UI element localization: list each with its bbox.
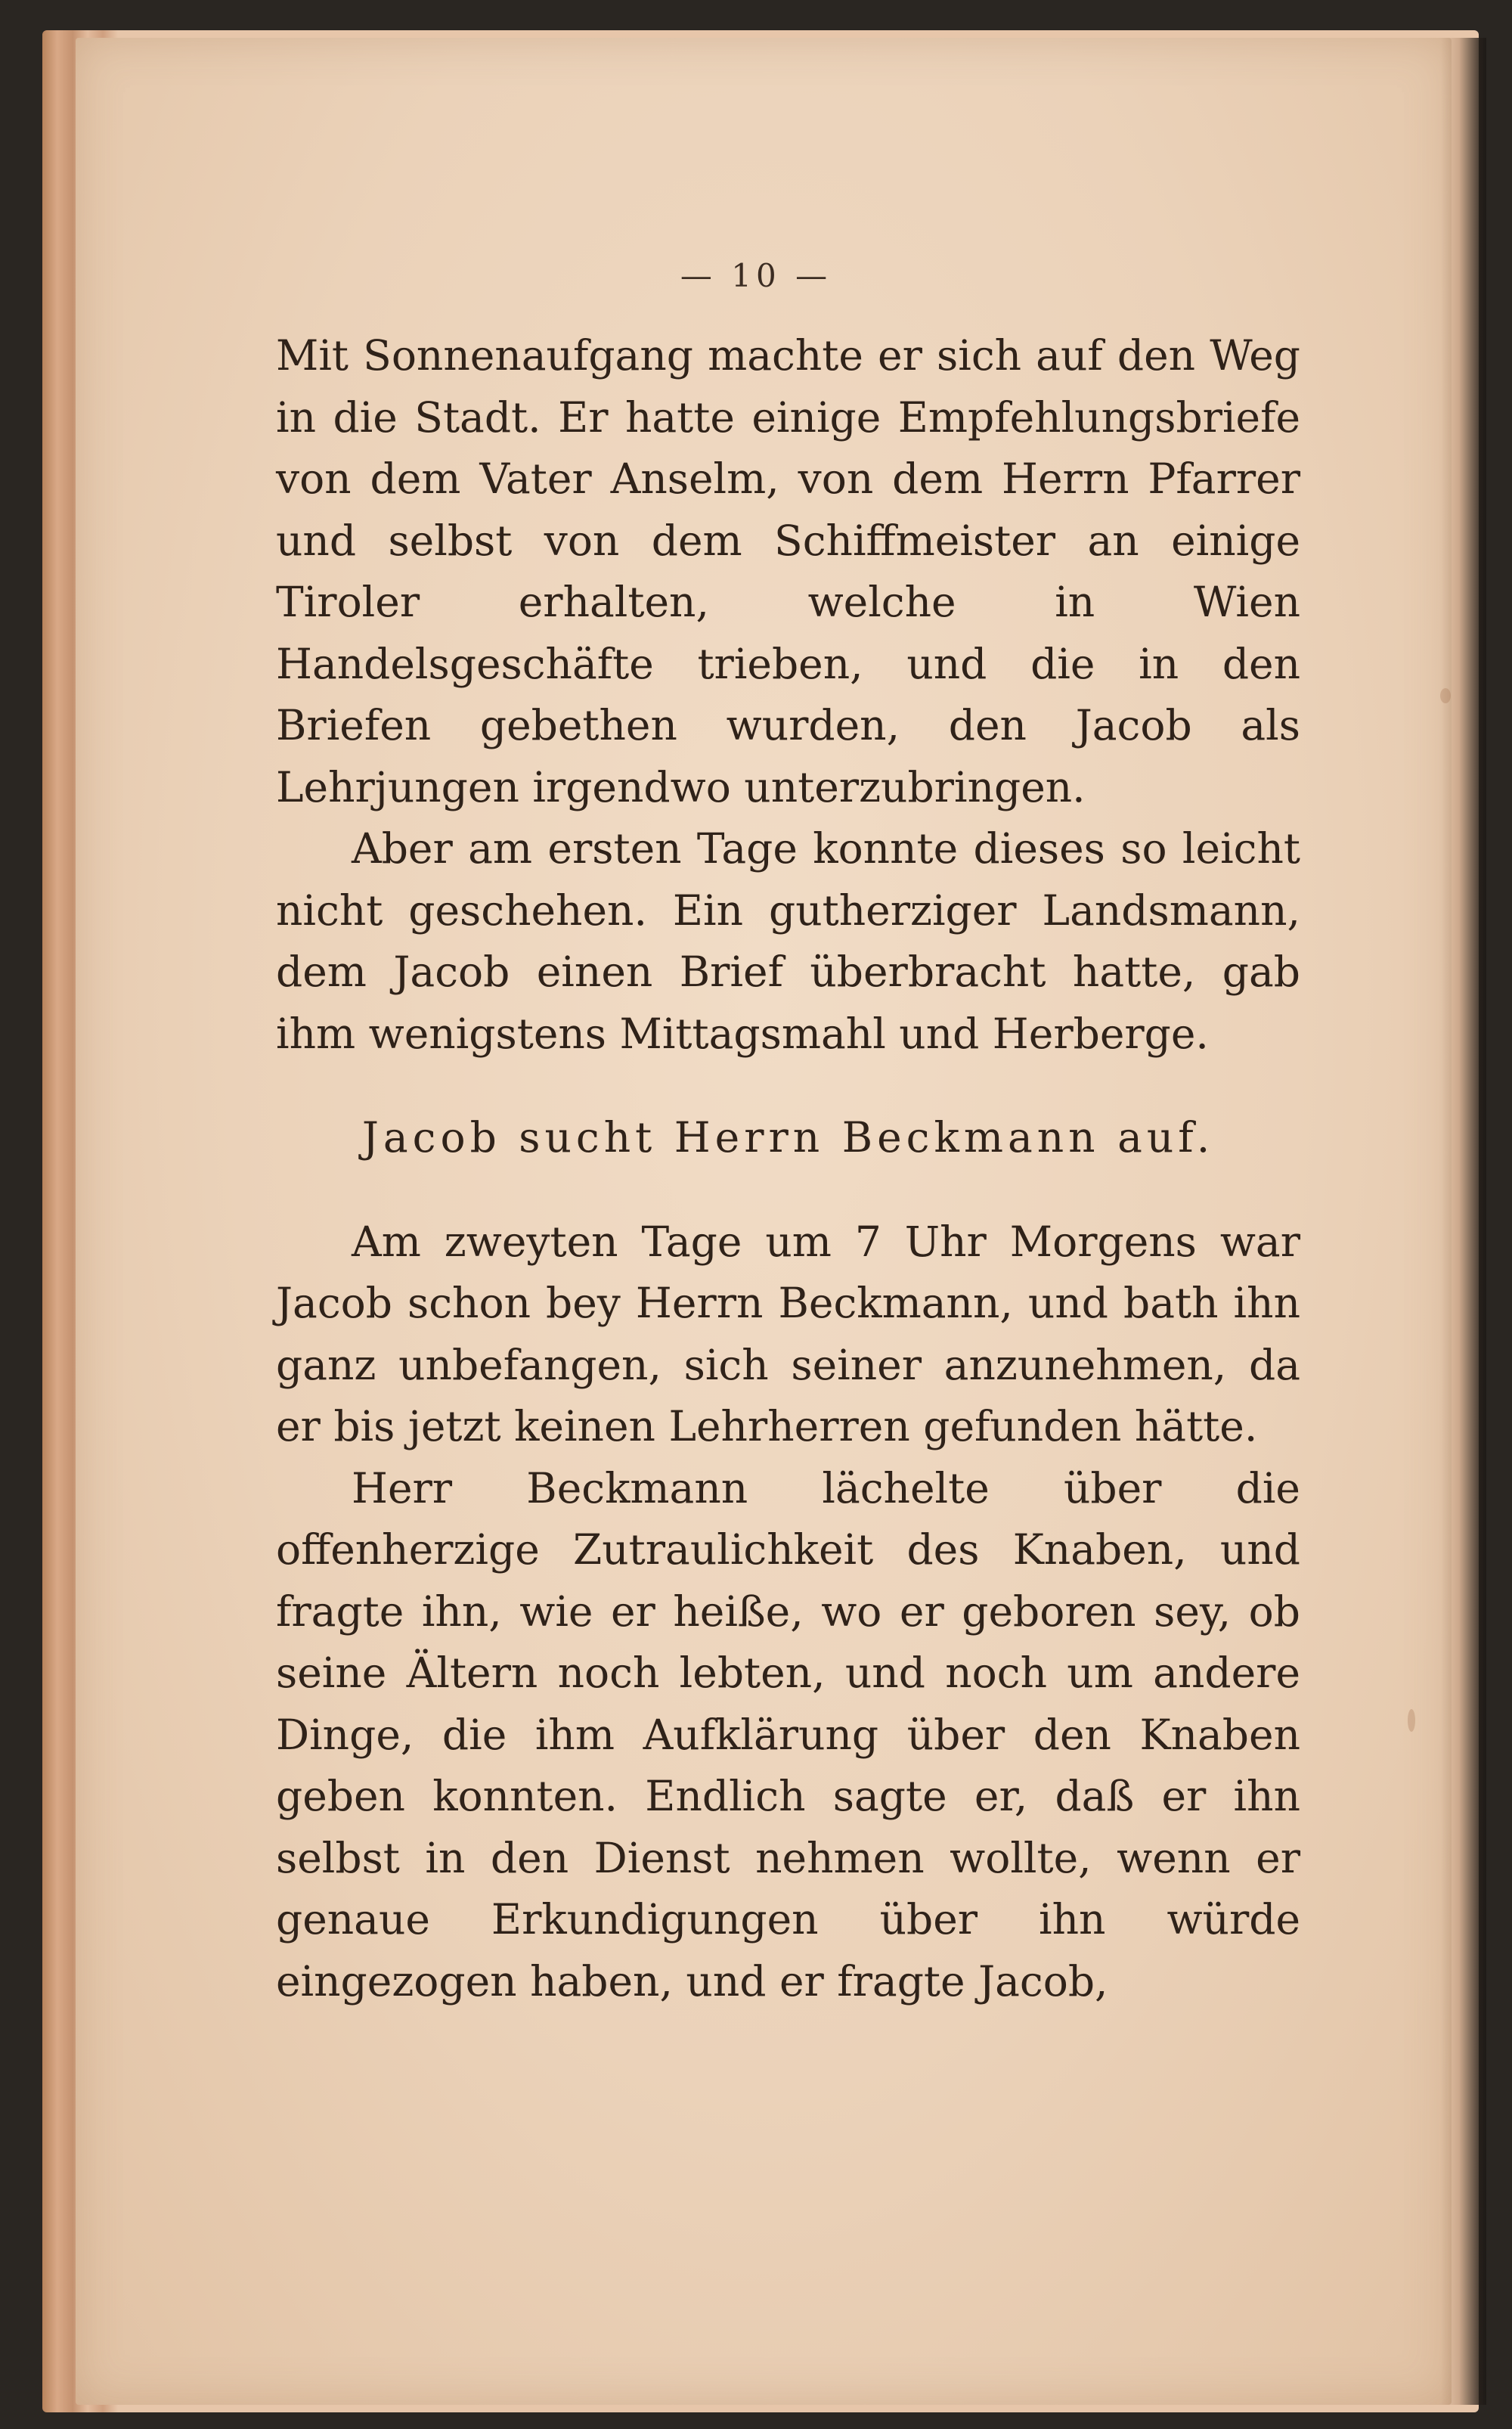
page-gutter-shadow xyxy=(1441,38,1486,2405)
page-text xyxy=(276,325,1300,2012)
paragraph-3: Am zweyten Tage um 7 Uhr Morgens war Jacob schon bey Herrn Beckmann, und bath ihn ganz unbefangen, sich seiner anzunehmen, da er bis jetzt keinen Lehrherren gefunden hätte. xyxy=(276,1217,1300,1450)
paragraph-2: Aber am ersten Tage konnte dieses so leicht nicht geschehen. Ein gutherziger Landsmann, dem Jacob einen Brief überbracht hatte, gab ihm wenigstens Mittagsmahl und Herberge. xyxy=(276,824,1300,1058)
paragraph-4: Herr Beckmann lächelte über die offenherzige Zutraulichkeit des Knaben, und fragte ihn, wie er heiße, wo er geboren sey, ob seine Ältern noch lebten, und noch um andere Dinge, die ihm Aufklärung über den Knaben geben konnten. Endlich sagte er, daß er ihn selbst in den Dienst nehmen wollte, wenn er genaue Erkundigungen über ihn würde eingezogen haben, und er fragte Jacob, xyxy=(276,1463,1300,2006)
page-number: — 10 — xyxy=(680,257,832,294)
paragraph-1: Mit Sonnenaufgang machte er sich auf den Weg in die Stadt. Er hatte einige Empfehlungsbriefe von dem Vater Anselm, von dem Herrn Pfarrer und selbst von dem Schiffmeister an einige Tiroler erhalten, welche in Wien Handelsgeschäfte trieben, und die in den Briefen gebethen wurden, den Jacob als Lehrjungen irgendwo unterzubringen. xyxy=(276,331,1300,811)
paper-stain xyxy=(1440,688,1451,703)
paper-stain xyxy=(1408,1709,1415,1732)
section-heading: Jacob sucht Herrn Beckmann auf. xyxy=(361,1113,1215,1162)
